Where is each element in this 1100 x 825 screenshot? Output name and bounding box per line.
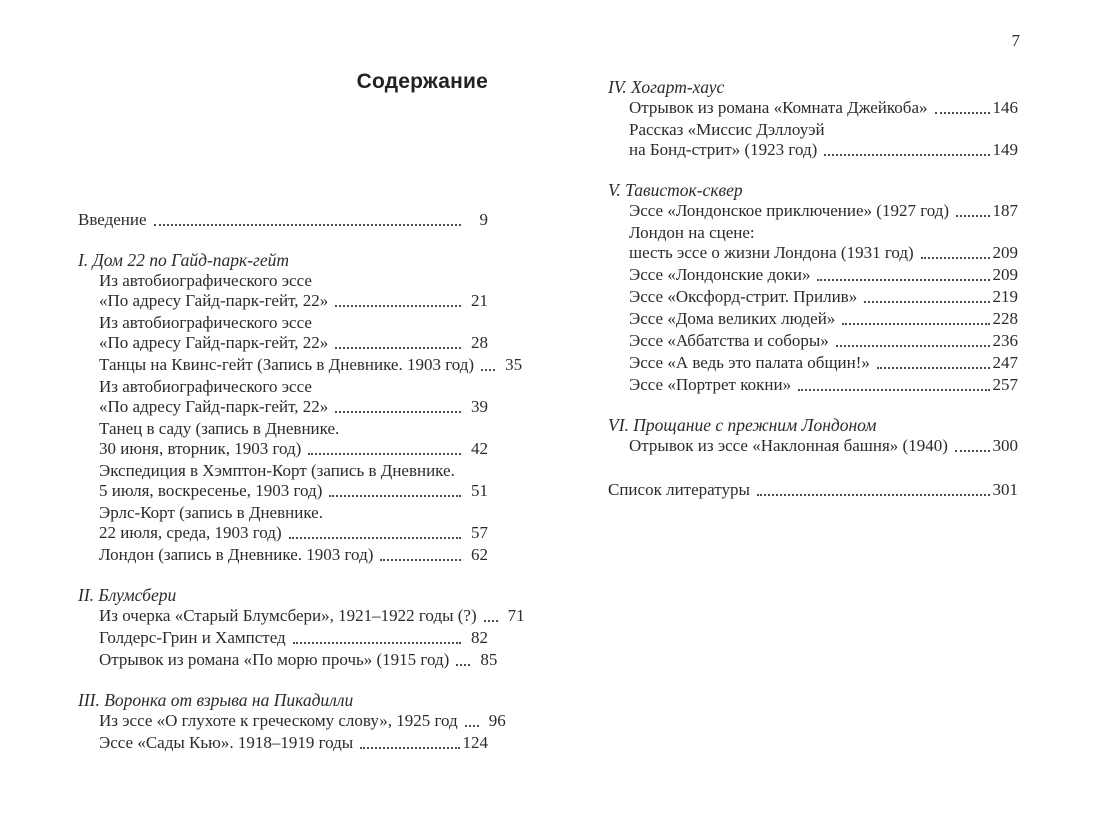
toc-entry-text: «По адресу Гайд-парк-гейт, 22» (99, 333, 329, 352)
leader-dots (465, 725, 479, 727)
toc-entry (608, 480, 1018, 500)
toc-entry (629, 223, 1018, 263)
leader-dots (335, 305, 461, 307)
toc-entry (78, 210, 488, 230)
toc-entry-line (99, 397, 488, 417)
leader-dots (335, 347, 461, 349)
toc-entry-line (99, 291, 488, 311)
toc-entry (99, 419, 488, 459)
leader-dots (956, 215, 989, 217)
toc-page-ref: 209 (992, 243, 1018, 262)
leader-dots (798, 389, 989, 391)
toc-entry-line (629, 375, 1018, 395)
toc-entry-text: Эссе «Дома великих людей» (629, 309, 836, 328)
toc-page-ref: 219 (992, 287, 1018, 306)
toc-page-ref: 35 (505, 355, 523, 374)
toc-page-ref: 85 (480, 650, 498, 669)
toc-entry-line (629, 265, 1018, 285)
toc-entry (99, 650, 498, 670)
toc-page-ref: 71 (507, 606, 525, 625)
leader-dots (817, 279, 989, 281)
toc-page-ref: 51 (471, 481, 488, 500)
toc-entry-text: Список литературы (608, 480, 750, 499)
toc-entry (629, 120, 1018, 160)
toc-entry-line (608, 480, 1018, 500)
toc-entry-text: Эссе «Лондонское приключение» (1927 год) (629, 201, 950, 220)
toc-page-ref: 28 (471, 333, 488, 352)
toc-entry-text: Отрывок из романа «По морю прочь» (1915 год) (99, 650, 450, 669)
toc-entry-line (629, 331, 1018, 351)
leader-dots (935, 112, 990, 114)
leader-dots (289, 537, 461, 539)
toc-entry-line: Танец в саду (запись в Дневнике. (99, 419, 340, 438)
toc-column-right (608, 76, 1018, 502)
toc-entry-line: Эрлс-Корт (запись в Дневнике. (99, 503, 323, 522)
toc-entry-text: 22 июля, среда, 1903 год) (99, 523, 282, 542)
leader-dots (456, 664, 470, 666)
toc-entry-text: Лондон (запись в Дневнике. 1903 год) (99, 545, 374, 564)
leader-dots (484, 620, 498, 622)
toc-entry (99, 545, 488, 565)
toc-page-ref: 96 (488, 711, 506, 730)
toc-entry-line (629, 287, 1018, 307)
toc-page-ref: 9 (479, 210, 488, 229)
toc-entry-line (99, 650, 498, 670)
leader-dots (824, 154, 989, 156)
toc-entry-line (629, 353, 1018, 373)
toc-page-ref: 42 (471, 439, 488, 458)
toc-entry-text: Эссе «Оксфорд-стрит. Прилив» (629, 287, 858, 306)
toc-section-heading: VI. Прощание с прежним Лондоном (608, 415, 877, 435)
toc-section-heading: II. Блумсбери (78, 585, 177, 605)
toc-entry-line (99, 481, 488, 501)
toc-entry-text: Эссе «Портрет кокни» (629, 375, 792, 394)
toc-entry (629, 436, 1018, 456)
toc-entry-text: 5 июля, воскресенье, 1903 год) (99, 481, 323, 500)
toc-entry-line (99, 606, 525, 626)
toc-entry (629, 98, 1018, 118)
leader-dots (921, 257, 990, 259)
toc-entry-line (99, 355, 523, 375)
toc-page-ref: 39 (471, 397, 488, 416)
toc-entry (99, 271, 488, 311)
toc-entry-line (629, 436, 1018, 456)
toc-entry-line: Из автобиографического эссе (99, 271, 312, 290)
toc-page-ref: 236 (992, 331, 1018, 350)
toc-entry (629, 201, 1018, 221)
toc-entry-line (99, 545, 488, 565)
toc-entry-text: шесть эссе о жизни Лондона (1931 год) (629, 243, 914, 262)
toc-entry (99, 377, 488, 417)
toc-entry-line (99, 439, 488, 459)
toc-entry-line (99, 333, 488, 353)
toc-entry-line: Лондон на сцене: (629, 223, 755, 242)
toc-page-ref: 149 (992, 140, 1018, 159)
toc-entry-line (99, 733, 488, 753)
toc-entry (629, 331, 1018, 351)
toc-entry-text: 30 июня, вторник, 1903 год) (99, 439, 302, 458)
toc-entry (99, 461, 488, 501)
toc-entry-text: на Бонд-стрит» (1923 год) (629, 140, 818, 159)
toc-page-ref: 209 (992, 265, 1018, 284)
toc-column-left (78, 210, 525, 755)
toc-entry-text: «По адресу Гайд-парк-гейт, 22» (99, 291, 329, 310)
toc-entry (99, 606, 525, 626)
toc-entry-line (78, 210, 488, 230)
toc-page-ref: 57 (471, 523, 488, 542)
leader-dots (380, 559, 461, 561)
toc-entry-text: Отрывок из эссе «Наклонная башня» (1940) (629, 436, 948, 455)
toc-entry-text: Эссе «А ведь это палата общин!» (629, 353, 870, 372)
toc-page-ref: 146 (992, 98, 1018, 117)
toc-entry-line (629, 140, 1018, 160)
toc-entry-line (99, 628, 488, 648)
toc-page-ref: 247 (992, 353, 1018, 372)
leader-dots (757, 494, 990, 496)
toc-entry-text: Из очерка «Старый Блумсбери», 1921–1922 годы (?) (99, 606, 477, 625)
toc-page-ref: 301 (992, 480, 1018, 499)
page-number: 7 (1011, 31, 1020, 50)
toc-entry-line: Из автобиографического эссе (99, 377, 312, 396)
toc-page-ref: 228 (992, 309, 1018, 328)
toc-entry-line (99, 523, 488, 543)
toc-entry (99, 355, 523, 375)
toc-page-ref: 82 (471, 628, 488, 647)
toc-page-ref: 21 (471, 291, 488, 310)
toc-entry-line: Из автобиографического эссе (99, 313, 312, 332)
toc-entry (629, 265, 1018, 285)
leader-dots (877, 367, 990, 369)
toc-entry (629, 353, 1018, 373)
toc-entry (629, 309, 1018, 329)
leader-dots (360, 747, 459, 749)
leader-dots (836, 345, 990, 347)
toc-section-entries (78, 606, 525, 670)
toc-section-entries (78, 271, 523, 565)
leader-dots (842, 323, 989, 325)
toc-entry-text: Эссе «Лондонские доки» (629, 265, 811, 284)
toc-entry (99, 313, 488, 353)
leader-dots (308, 453, 461, 455)
toc-entry-line (629, 98, 1018, 118)
toc-entry-line (629, 243, 1018, 263)
toc-section-entries (608, 201, 1018, 395)
toc-entry (629, 375, 1018, 395)
toc-section-heading: IV. Хогарт-хаус (608, 77, 725, 97)
toc-section-entries (608, 98, 1018, 160)
toc-page-ref: 187 (992, 201, 1018, 220)
toc-entry-text: Голдерс-Грин и Хампстед (99, 628, 286, 647)
toc-section-heading: V. Тависток-сквер (608, 180, 743, 200)
toc-entry-line: Экспедиция в Хэмптон-Корт (запись в Дневнике. (99, 461, 455, 480)
leader-dots (481, 369, 495, 371)
toc-entry-line (629, 201, 1018, 221)
toc-entry (99, 503, 488, 543)
toc-entry (99, 628, 488, 648)
toc-page-ref: 300 (992, 436, 1018, 455)
toc-page-ref: 124 (462, 733, 488, 752)
toc-page-ref: 257 (992, 375, 1018, 394)
toc-section-entries (78, 711, 506, 753)
toc-entry-text: Танцы на Квинс-гейт (Запись в Дневнике. 1903 год) (99, 355, 475, 374)
leader-dots (864, 301, 989, 303)
toc-entry (99, 733, 488, 753)
toc-entry-line: Рассказ «Миссис Дэллоуэй (629, 120, 825, 139)
toc-entry-text: Эссе «Аббатства и соборы» (629, 331, 829, 350)
toc-section-entries (608, 436, 1018, 456)
leader-dots (955, 450, 990, 452)
toc-page-ref: 62 (471, 545, 488, 564)
toc-title: Содержание (356, 70, 488, 93)
toc-entry-text: Эссе «Сады Кью». 1918–1919 годы (99, 733, 354, 752)
toc-entry-line (629, 309, 1018, 329)
toc-section-heading: III. Воронка от взрыва на Пикадилли (78, 690, 354, 710)
toc-entry-text: «По адресу Гайд-парк-гейт, 22» (99, 397, 329, 416)
toc-entry-line (99, 711, 506, 731)
toc-entry-text: Из эссе «О глухоте к греческому слову», 1925 год (99, 711, 458, 730)
toc-entry (629, 287, 1018, 307)
leader-dots (154, 224, 461, 226)
leader-dots (293, 642, 461, 644)
toc-entry (99, 711, 506, 731)
leader-dots (329, 495, 461, 497)
toc-section-heading: I. Дом 22 по Гайд-парк-гейт (78, 250, 290, 270)
toc-entry-text: Отрывок из романа «Комната Джейкоба» (629, 98, 928, 117)
toc-entry-text: Введение (78, 210, 147, 229)
leader-dots (335, 411, 461, 413)
